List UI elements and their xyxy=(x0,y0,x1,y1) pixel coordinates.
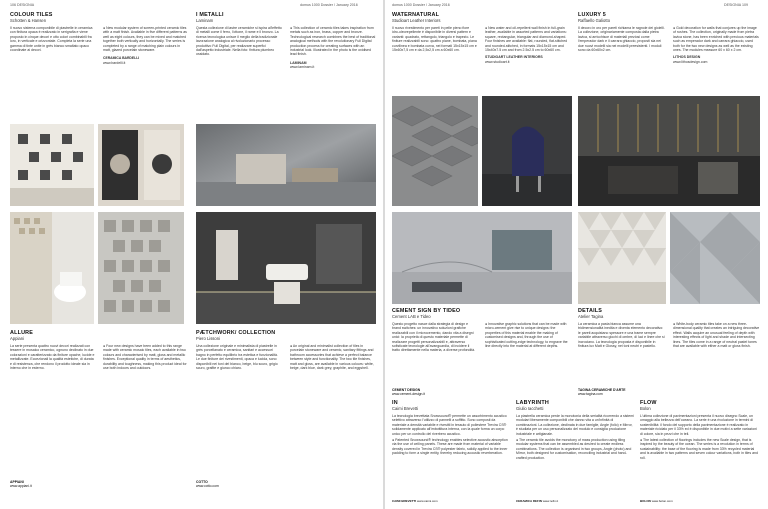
left-page-issue: domus 1000 Dossier / January 2016 xyxy=(300,3,358,7)
article-text-en: ● New modular system of screen-printed ceramic tiles with a matt finish. Available in five different patterns as well as eight colours, they can be mixed and matched together both vertically and horizontally. The series is completed by a range of matching plain colours in matt, glazed porcelain stoneware. xyxy=(103,26,187,53)
article-text-en: ● This collection of ceramic tiles takes inspiration from metals such as iron, brass, copper and bronze. Technological research combines the best of traditional analogical methods with the revolutionary Full Digital production process for creating surfaces with an industrial look. Illustrated in the photo is the oxidised lead finish. xyxy=(290,26,376,57)
credit-allure xyxy=(10,480,32,489)
article-title: I METALLI xyxy=(196,12,224,18)
article-text-en: ● White-body ceramic tiles take on a new three-dimensional quality that creates an intriguing decorative effect. Walls acquire an unusual feeling of depth with interesting effects of light and shade and intersecting lines. The tiles come in a range of neutral pastel tones that are available with either a matt or gloss finish. xyxy=(673,322,760,349)
article-designer: Cement LAB e Tideo xyxy=(392,314,431,319)
article-designer: Schotten & Hansen xyxy=(10,18,47,23)
article-text-it: La serie presenta quattro nuovi decori realizzati con tessere in mosaico ceramico, ognuno declinato in due colorazioni e caratterizzato da finiture opache, lucide e metallizzate. Eccezionali la qualità estetiche, di durata e di resistenza, che rendono il prodotto ideale sia in interno che in esterno. xyxy=(10,344,95,371)
photo-allure-bathroom xyxy=(10,212,94,324)
left-page-number: 106 DESIGNIA xyxy=(10,3,35,7)
cement-sign-image xyxy=(392,212,572,304)
credit-flow xyxy=(640,500,673,504)
article-text-it: Il decoro in oro per pareti richiama le ragnole dei gioielli. La collezione, originariamente composta dalla pietra lavica, si arricchisce di materiali preziosi come l'emperador dark e il carrara ghiaccio, proposti sia nei due nuovi modelli sia nei modelli preesistenti. I moduli sono da 60x60x2 cm. xyxy=(578,26,665,53)
article-designer: Bolon xyxy=(640,406,651,411)
credit-paetchwork xyxy=(196,480,219,489)
company-url: www.lithosdesign.com xyxy=(673,59,708,64)
photo-paetchwork-bathroom xyxy=(196,212,376,324)
article-labyrinth xyxy=(516,400,634,500)
company-name: CERAMICA BARDELLI xyxy=(103,56,140,61)
photo-waternatural-chair xyxy=(482,96,572,206)
leather-wall-image xyxy=(392,96,478,206)
photo-luxury-5 xyxy=(578,96,760,206)
details-wall-image xyxy=(578,212,666,304)
company-name: LAMINAM xyxy=(290,60,307,65)
photo-cement-sign xyxy=(392,212,572,304)
article-title: DETAILS xyxy=(578,308,603,314)
article-title: FLOW xyxy=(640,400,657,406)
article-designer: Giulio Iacchetti xyxy=(516,406,544,411)
company-url: www.tagina.com xyxy=(578,392,603,397)
credit-cement-sign xyxy=(392,388,425,397)
company-url: www.studioart.it xyxy=(485,59,510,64)
page-gutter xyxy=(383,0,385,509)
photo-details-wall xyxy=(578,212,666,304)
company-url: www.cement-design.it xyxy=(392,392,425,397)
article-title: LABYRINTH xyxy=(516,400,549,406)
article-title: PÆTCHWORK/ COLLECTION xyxy=(196,330,276,336)
article-designer: Laminam xyxy=(196,18,214,23)
article-text-en: ● Gold decoration for walls that conjures up the image of rushes. The collection, originally made from pietra lavica stone, has been enriched with precious materials such as emperador dark and carrara ghiaccio, used both for the two new designs as well as the existing ones. The modules measure 60 x 60 x 2 cm. xyxy=(673,26,759,53)
article-designer: Atelier Tagina xyxy=(578,314,604,319)
company-name: CEMENT DESIGN xyxy=(392,388,421,392)
article-in xyxy=(392,400,510,500)
company-name: CERAMICA REFIN xyxy=(516,499,542,503)
photo-i-metalli xyxy=(196,124,376,206)
article-designer: Caimi Brevetti xyxy=(392,406,419,411)
right-page-issue: domus 1000 Dossier / January 2016 xyxy=(392,3,450,7)
article-title: WATERNATURAL xyxy=(392,12,440,18)
article-text-en: ● New water and oil-repellent wall finish in full-grain leather, available in assorted patterns and variations: square, rectangular, triangular and diamond-shaped. Four finishes are available: flat, rounded, flat-stitched and rounded-stitched, in formats 15x15x15 cm and 15x40x7.5 cm and from 2.5x2.5 cm to 60x60 cm. xyxy=(485,26,568,53)
article-text-it: Questa collezione di lastre ceramiche si ispira all'effetto di metalli come il ferro, l'ottone, il rame e il bronzo. La ricerca tecnologica unisce il meglio della tradizionale lavorazione analogica al rivoluzionario processo produttivo Full Digital, per realizzare superfici dall'aspetto industriale. Nella foto: finitura plumbeo ossidato. xyxy=(196,26,282,57)
company-name: CAIMI BREVETTI xyxy=(392,499,417,503)
divider-left-bottom xyxy=(196,402,376,403)
paetchwork-image xyxy=(196,212,376,324)
article-text-it: Il nuovo rivestimento per pareti in pelle pieno fiore idro-oleorepellente è disponibile in diversi pattern e varianti: quadrato, rettangolo, triangolo e trapezio. Le finiture realizzabili sono: quattro piane, bombata, piana curvilinea e bombata curva, nei formati 15x15x15 cm e 15x60x7,5 cm e da 2,5x2,5 cm a 60x60 cm. xyxy=(392,26,477,53)
company-name: TAGINA CERAMICHE D'ARTE xyxy=(578,388,626,392)
article-title: IN xyxy=(392,400,398,406)
company-name: STUDIOART LEATHER INTERIORS xyxy=(485,55,543,60)
company-url: www.refin.it xyxy=(542,499,559,503)
article-details xyxy=(578,308,760,386)
company-url: www.laminam.it xyxy=(290,65,315,70)
article-text-it: La ceramica a pasta bianca assume una tridimensionalità inedita e diventa elemento decorativo: le pareti acquistano spessore e una trame sempre variabile attraverso giochi di ombre, di luci e linee che si incrociano. La tecnologia proposta è disponibile in finitura lux Matt e Glossy, nei toni neutri e pastello. xyxy=(578,322,665,349)
article-designer: Raffaello Galiotto xyxy=(578,18,611,23)
company-name: BOLON xyxy=(640,499,651,503)
article-text-en: ● An original and minimalist collection of tiles in porcelain stoneware and ceramic, sanitary fittings and bathroom accessories that achieve a perfect balance between style and functionality. The two tile finishes, matt and gloss, are available in various colours: white, beige, dark blue, dark grey, graphite, and eggshell. xyxy=(290,344,374,371)
article-title: ALLURE xyxy=(10,330,34,336)
article-allure xyxy=(10,330,188,475)
article-text-en: ● Four new designs have been added to this range made with ceramic mosaic tiles, each available in two colours and characterised by matt, gloss and metallic finishes. Exceptional quality in terms of aesthetics, durability and toughness, making this product ideal for use both indoors and outdoors. xyxy=(103,344,187,371)
article-text-it: L'ultima collezione di pavimentazioni presenta il nuovo disegno Scale, un omaggio alla bellezza dell'oceano. La serie è una rivoluzione in termini di sostenibilità: il fondo del supporto della pavimentazione è realizzato in materiale riciclato per il 33% ed è disponibile in due motivi a sette variazioni di colore, sia in pezzi che in teli. xyxy=(640,414,757,436)
details-relief-image xyxy=(670,212,760,304)
article-text-en: ● The ceramic tile avoids the monotony of mass production using tiling modular systems that can be assembled as desired to create endless combinations. The collection is organised in two groups, Angle (photo) and Mirror, both designed for customisation, reconciling industrial and hand-crafted production. xyxy=(516,438,632,460)
luxury-wall-image xyxy=(578,96,760,206)
chair-image xyxy=(482,96,572,206)
allure-image xyxy=(10,212,94,324)
company-url: www.appiani.it xyxy=(10,484,32,489)
mosaic-image xyxy=(98,212,184,324)
credit-details xyxy=(578,388,626,397)
article-designer: Piero Lissoni xyxy=(196,336,220,341)
company-url: www.bardelli.it xyxy=(103,60,126,65)
article-cement-sign xyxy=(392,308,570,386)
company-url: www.bolon.com xyxy=(651,499,673,503)
photo-waternatural-wall xyxy=(392,96,478,206)
company-url: www.caimi.com xyxy=(417,499,438,503)
company-url: www.cotto.com xyxy=(196,484,219,489)
tile-detail-image xyxy=(98,124,184,206)
article-designer: Appiani xyxy=(10,336,24,341)
photo-allure-mosaic xyxy=(98,212,184,324)
article-text-it: La piastrella ceramica perde la monotonia della serialità ricorrendo a sistemi modulari liberamente componibili che danno vita a un'infinità di combinazioni. La collezione, declinata in due famiglie, Angle (folio) e Mirror, è studiata per un uso personalizzato del modulo e consiglia produzione industriale e artigianale. xyxy=(516,414,634,436)
company-name: COTTO xyxy=(196,480,208,484)
article-text-en: ● Innovative graphic solutions that can be made with micro-cement give rise to unique designs: the properties of this material enable the making of customised designs and, through the use of sophisticated cutting-edge technology, to engrave the line directly into the material at different depths. xyxy=(485,322,568,349)
article-title: CEMENT SIGN BY TIDEO xyxy=(392,308,461,314)
company-name: APPIANI xyxy=(10,480,24,484)
article-title: LUXURY 5 xyxy=(578,12,606,18)
tile-pattern-image xyxy=(10,124,94,206)
credit-in xyxy=(392,500,438,504)
article-text-it: Il nuovo sistema componibile di piastrelle in ceramica con finitura opaca è realizzato in serigrafia e viene proposto in cinque decori e otto colori combinabili fra loro, in verticale e orizzontale. Completa la serie una gamma di tinte unite in grès bianco smaltato opaco coordinate ai decori. xyxy=(10,26,93,53)
right-page-number: DESIGNIA 109 xyxy=(724,3,748,7)
credit-labyrinth xyxy=(516,500,558,504)
article-designer: Studioart Leather Interiors xyxy=(392,18,441,23)
article-text-en: ● The latest collection of floorings includes the new Scale design, that is inspired by the beauty of the ocean. The series is a revolution in terms of sustainability: the base of the flooring is made from 33% recycled material and is available in two patterns and seven colour variations, both in tiles and roll. xyxy=(640,438,758,460)
photo-details-relief xyxy=(670,212,760,304)
photo-colour-tiles-wall xyxy=(10,124,94,206)
article-flow xyxy=(640,400,760,500)
article-text-it: Una collezione originale e minimalista di piastrelle in grès porcellanato e ceramica, sanitari e accessori bagno in perfetto equilibrio tra estetica e funzionalità. Le due finiture dei rivestimenti, opaca e lucida, sono disponibili nei toni del bianco, beige, blu scuro, grigio scuro, grafite e giunco chiaro. xyxy=(196,344,278,371)
article-text-en: ● Patented Snowsound® technology enables selective acoustic absorption via the use of ceiling panels. These are made from material of variable density covered in Trevira CS® polyester fabric, solidly applied to the inner padding to form a single entity, thereby reducing acoustic reverberation. xyxy=(392,438,508,456)
metal-finish-image xyxy=(196,124,376,206)
company-name: LITHOS DESIGN xyxy=(673,55,701,60)
photo-colour-tiles-detail xyxy=(98,124,184,206)
article-text-it: Questo progetto nasce dalla strategia di design e brand switches: un innovativo soluzioni grafiche realizzabili con il microcemento, dando vita a disegni unici: la proprietà di questo materiale permette di realizzare progetti personalizzabili e, attraverso sofisticate tecnologie all'avanguardia, di incidere il tratto direttamente nella materia, a diverse profondità. xyxy=(392,322,476,353)
article-text-it: La tecnologia brevettata Snowsound® permette un assorbimento acustico selettivo attraverso l'utilizzo di pannelli a soffitto. Sono composti da materiale a densità variabile e rivestiti in tessuto di poliestere Trevira CS® solidamente applicato all'imbottitura interna, con la quale forma un corpo unico per un controllo del riverbero acustico. xyxy=(392,414,507,436)
article-title: COLOUR TILES xyxy=(10,12,53,18)
